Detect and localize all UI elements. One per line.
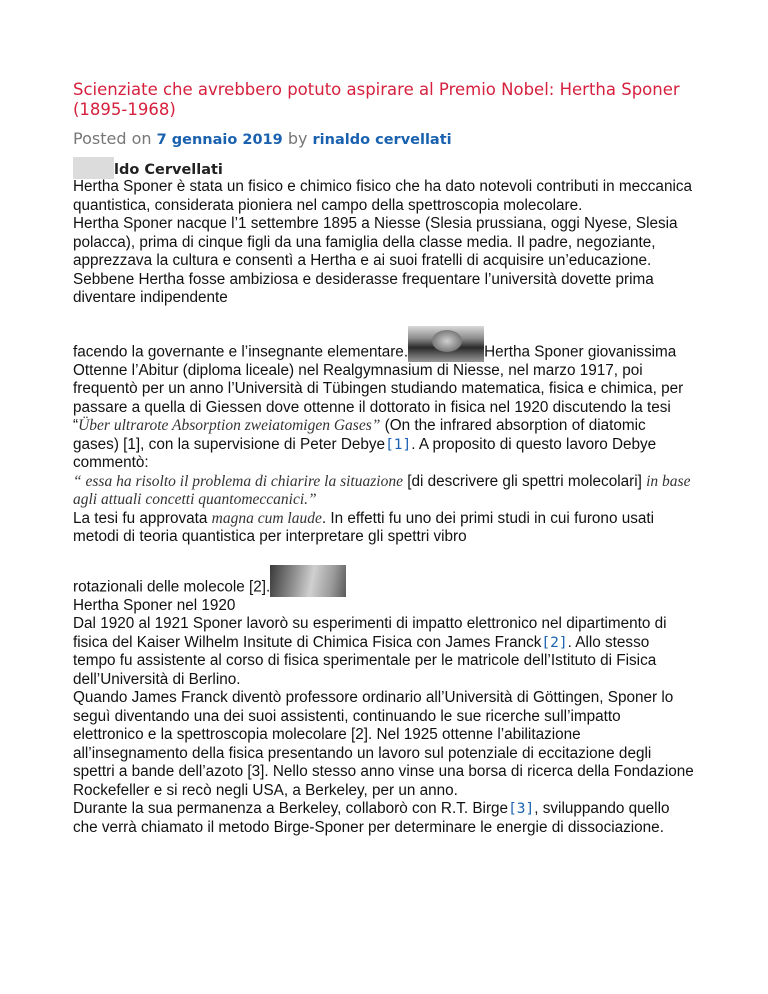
thesis-text: La tesi fu approvata <box>73 509 212 527</box>
post-date-link[interactable]: 7 gennaio 2019 <box>156 132 283 148</box>
hertha-1920-photo <box>270 565 346 597</box>
footnote-link-1[interactable]: [1] <box>385 436 412 453</box>
thesis-title: Über ultrarote Absorption zweiatomigen Gases” <box>78 417 381 434</box>
photo-caption-1920: Hertha Sponer nel 1920 <box>73 596 236 614</box>
berlin-text: Dal 1920 al 1921 Sponer lavorò su esperimenti di impatto elettronico nel dipartimento di fisica del Kaiser Wilhelm Insitute di Chimica Fisica con James Franck <box>73 615 667 651</box>
paragraph-birth-text: Hertha Sponer nacque l’1 settembre 1895 a Niesse (Slesia prussiana, oggi Nyese, Slesia polacca), prima di cinque figli da una famiglia della classe media. Il padre, negoziante, apprezzava la cultura e consentì a Hertha e ai suoi fratelli di acquisire un’educazione. Sebbene Hertha fosse ambiziosa e desiderasse frequentare l’università dovette prima diventare indipendente <box>73 215 678 306</box>
berkeley-text-2: , sviluppando quello che verrà chiamato il metodo Birge-Sponer per determinare le energie di dissociazione. <box>73 800 670 836</box>
rotational-text: rotazionali delle molecole [2]. <box>73 578 271 595</box>
paragraph-birth <box>73 215 695 308</box>
thesis-text-2: . In effetti fu uno dei primi studi in cui furono usati metodi di teoria quantistica per interpretare gli spettri vibro <box>73 509 655 545</box>
paragraph-thesis <box>73 510 695 547</box>
author-link[interactable]: rinaldo cervellati <box>312 132 452 148</box>
paragraph-intro: Hertha Sponer è stata un fisico e chimico fisico che ha dato notevoli contributi in meccanica quantistica, considerata pioniera nel campo della spettroscopia molecolare. <box>73 178 693 214</box>
by-label: by <box>287 129 308 148</box>
education-text-2: (On the infrared absorption of diatomic gases) [1], con la supervisione di Peter Debye <box>73 417 646 453</box>
author-image-placeholder <box>73 157 114 179</box>
paragraph-governess <box>73 326 695 362</box>
article-body <box>73 178 695 837</box>
magna-cum-laude: magna cum laude <box>211 509 322 527</box>
quote-part-2: [di descrivere gli spettri molecolari] <box>402 472 647 490</box>
quote-part-3: in base agli attuali concetti quantomeccanici.” <box>73 472 691 508</box>
posted-on-label: Posted on <box>73 129 152 148</box>
paragraph-rotational <box>73 565 695 597</box>
education-text-3: . A proposito di questo lavoro Debye commentò: <box>73 435 657 471</box>
berkeley-text: Durante la sua permanenza a Berkeley, collaborò con R.T. Birge <box>73 800 509 817</box>
footnote-link-3[interactable]: [3] <box>508 801 535 817</box>
footnote-link-2[interactable]: [2] <box>541 634 568 651</box>
hertha-young-photo <box>408 326 484 362</box>
paragraph-berlin <box>73 615 695 689</box>
governess-text: facendo la governante e l’insegnante elementare. <box>73 343 409 360</box>
post-meta <box>73 128 452 151</box>
paragraph-berkeley <box>73 800 695 837</box>
paragraph-education <box>73 362 695 473</box>
berlin-text-2: . Allo stesso tempo fu assistente al corso di fisica sperimentale per le matricole dell’Istituto di Fisica dell’Università di Berlino. <box>73 633 657 688</box>
article-title: Scienziate che avrebbero potuto aspirare al Premio Nobel: Hertha Sponer (1895-1968) <box>73 80 680 119</box>
paragraph-gottingen: Quando James Franck diventò professore ordinario all’Università di Göttingen, Sponer lo seguì diventando una dei suoi assistenti, continuando le sue ricerche sull’impatto elettronico e la spettroscopia molecolare [2]. Nel 1925 ottenne l’abilitazione all’insegnamento della fisica presentando un lavoro sul potenziale di eccitazione degli spettri a bande dell’azoto [3]. Nello stesso anno vinse una borsa di ricerca della Fondazione Rockefeller e si recò negli USA, a Berkeley, per un anno. <box>73 689 694 799</box>
quote-part-1: “ essa ha risolto il problema di chiarire la situazione <box>73 472 403 490</box>
author-byline: ldo Cervellati <box>114 162 223 178</box>
debye-quote <box>73 473 695 510</box>
photo-caption-young: Hertha Sponer giovanissima <box>484 343 677 360</box>
education-text: Ottenne l’Abitur (diploma liceale) nel Realgymnasium di Niesse, nel marzo 1917, poi frequentò per un anno l’Università di Tübingen studiando matematica, fisica e chimica, per passare a quella di Giessen dove ottenne il dottorato in fisica nel 1920 discutendo la tesi “ <box>73 361 684 434</box>
